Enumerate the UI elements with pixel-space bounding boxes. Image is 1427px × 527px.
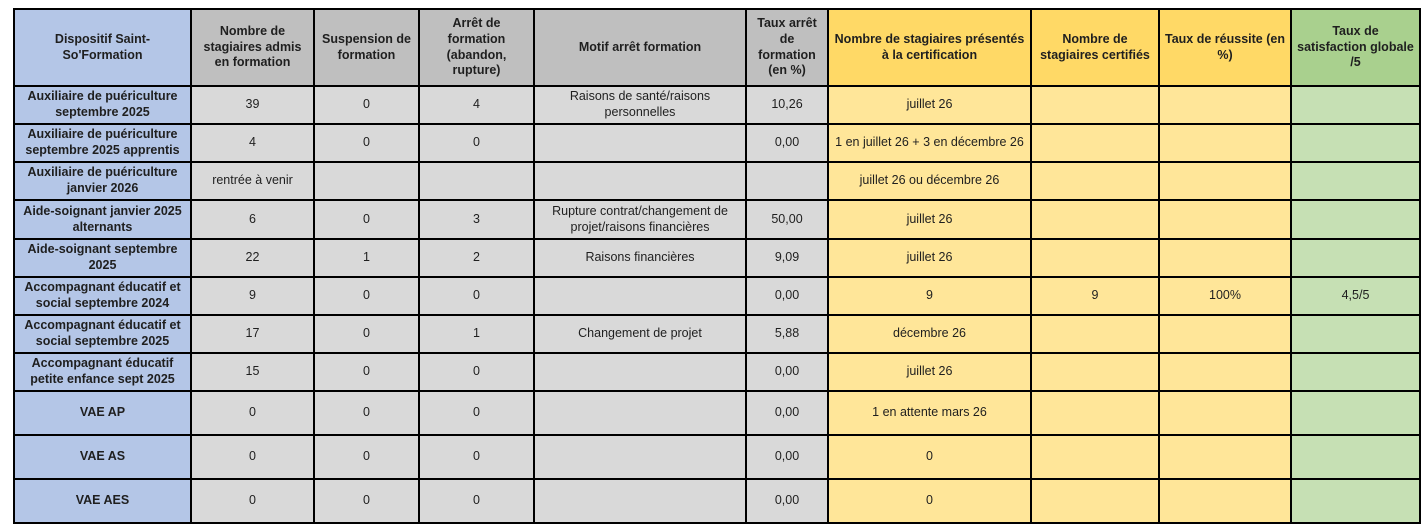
table-cell: décembre 26	[828, 315, 1031, 353]
row-label-cell: Auxiliaire de puériculture septembre 2025 apprentis	[14, 124, 191, 162]
row-label-cell: Accompagnant éducatif et social septembre 2024	[14, 277, 191, 315]
table-cell: 9,09	[746, 239, 828, 277]
table-cell	[1159, 435, 1291, 479]
table-cell: 9	[828, 277, 1031, 315]
row-label-cell: VAE AP	[14, 391, 191, 435]
formation-table-container	[13, 8, 1421, 524]
table-cell: 50,00	[746, 200, 828, 239]
table-cell: 0	[191, 435, 314, 479]
column-header: Motif arrêt formation	[534, 9, 746, 86]
table-cell: 0,00	[746, 277, 828, 315]
table-cell: 9	[1031, 277, 1159, 315]
table-cell: 0	[828, 479, 1031, 523]
column-header: Taux arrêt de formation (en %)	[746, 9, 828, 86]
table-cell: 0,00	[746, 479, 828, 523]
column-header: Dispositif Saint-So'Formation	[14, 9, 191, 86]
table-cell: Changement de projet	[534, 315, 746, 353]
table-row	[14, 391, 1420, 435]
table-cell	[1291, 479, 1420, 523]
table-cell: 5,88	[746, 315, 828, 353]
column-header: Nombre de stagiaires présentés à la certification	[828, 9, 1031, 86]
table-body	[14, 86, 1420, 523]
table-cell: 0,00	[746, 353, 828, 391]
table-cell	[1159, 86, 1291, 124]
table-cell: 100%	[1159, 277, 1291, 315]
table-cell	[1291, 162, 1420, 200]
header-row	[14, 9, 1420, 86]
table-row	[14, 162, 1420, 200]
table-cell: 0	[314, 435, 419, 479]
table-row	[14, 479, 1420, 523]
table-row	[14, 239, 1420, 277]
table-cell: 0	[191, 391, 314, 435]
table-cell	[1159, 162, 1291, 200]
table-cell	[534, 124, 746, 162]
table-row	[14, 124, 1420, 162]
table-cell	[1159, 479, 1291, 523]
row-label-cell: Aide-soignant janvier 2025 alternants	[14, 200, 191, 239]
row-label-cell: Accompagnant éducatif petite enfance sept 2025	[14, 353, 191, 391]
table-cell: 0	[419, 353, 534, 391]
table-cell: 39	[191, 86, 314, 124]
column-header: Nombre de stagiaires admis en formation	[191, 9, 314, 86]
table-cell	[1291, 315, 1420, 353]
row-label-cell: Aide-soignant septembre 2025	[14, 239, 191, 277]
table-cell: 3	[419, 200, 534, 239]
table-cell: 1	[419, 315, 534, 353]
table-cell: 0	[419, 391, 534, 435]
table-cell: 2	[419, 239, 534, 277]
row-label-cell: Auxiliaire de puériculture janvier 2026	[14, 162, 191, 200]
table-cell	[534, 353, 746, 391]
column-header: Nombre de stagiaires certifiés	[1031, 9, 1159, 86]
table-cell: 1 en juillet 26 + 3 en décembre 26	[828, 124, 1031, 162]
table-row	[14, 86, 1420, 124]
table-cell	[1031, 200, 1159, 239]
table-row	[14, 353, 1420, 391]
table-cell	[1031, 86, 1159, 124]
table-cell: 0	[314, 479, 419, 523]
table-cell: 9	[191, 277, 314, 315]
table-cell: 1	[314, 239, 419, 277]
table-cell: Rupture contrat/changement de projet/raisons financières	[534, 200, 746, 239]
table-cell: 0	[419, 277, 534, 315]
table-cell	[1291, 200, 1420, 239]
table-row	[14, 315, 1420, 353]
table-cell	[1031, 124, 1159, 162]
table-cell: 1 en attente mars 26	[828, 391, 1031, 435]
table-cell	[1291, 391, 1420, 435]
table-cell: 0	[191, 479, 314, 523]
table-cell: 0	[419, 479, 534, 523]
table-cell	[1159, 391, 1291, 435]
table-header	[14, 9, 1420, 86]
table-cell	[1031, 479, 1159, 523]
table-cell: 10,26	[746, 86, 828, 124]
table-cell: juillet 26	[828, 200, 1031, 239]
table-cell: 6	[191, 200, 314, 239]
table-cell: 0	[419, 124, 534, 162]
table-cell: 4,5/5	[1291, 277, 1420, 315]
table-cell	[419, 162, 534, 200]
table-cell	[1159, 124, 1291, 162]
row-label-cell: Auxiliaire de puériculture septembre 2025	[14, 86, 191, 124]
table-cell: Raisons financières	[534, 239, 746, 277]
table-cell: 22	[191, 239, 314, 277]
table-cell	[1291, 435, 1420, 479]
table-cell: 0	[314, 124, 419, 162]
table-cell: 0	[314, 200, 419, 239]
table-cell	[1291, 86, 1420, 124]
column-header: Suspension de formation	[314, 9, 419, 86]
column-header: Taux de satisfaction globale /5	[1291, 9, 1420, 86]
table-cell	[1031, 435, 1159, 479]
table-cell	[1159, 353, 1291, 391]
table-row	[14, 435, 1420, 479]
table-cell	[1031, 315, 1159, 353]
table-cell	[1031, 353, 1159, 391]
table-cell: juillet 26 ou décembre 26	[828, 162, 1031, 200]
table-cell: 4	[419, 86, 534, 124]
table-row	[14, 277, 1420, 315]
table-cell	[1031, 391, 1159, 435]
table-cell: 0	[314, 353, 419, 391]
table-cell: Raisons de santé/raisons personnelles	[534, 86, 746, 124]
table-cell: juillet 26	[828, 86, 1031, 124]
table-cell: 0	[314, 277, 419, 315]
table-cell: 0	[314, 86, 419, 124]
table-row	[14, 200, 1420, 239]
table-cell: 0,00	[746, 391, 828, 435]
table-cell	[1159, 239, 1291, 277]
table-cell: 0	[314, 315, 419, 353]
column-header: Taux de réussite (en %)	[1159, 9, 1291, 86]
row-label-cell: Accompagnant éducatif et social septembre 2025	[14, 315, 191, 353]
table-cell	[1031, 239, 1159, 277]
table-cell	[534, 479, 746, 523]
table-cell	[746, 162, 828, 200]
table-cell	[1291, 353, 1420, 391]
table-cell	[1291, 239, 1420, 277]
table-cell: juillet 26	[828, 239, 1031, 277]
row-label-cell: VAE AS	[14, 435, 191, 479]
row-label-cell: VAE AES	[14, 479, 191, 523]
table-cell: 0,00	[746, 124, 828, 162]
table-cell: 4	[191, 124, 314, 162]
table-cell: 0	[314, 391, 419, 435]
table-cell	[1159, 315, 1291, 353]
table-cell: juillet 26	[828, 353, 1031, 391]
table-cell: rentrée à venir	[191, 162, 314, 200]
table-cell: 0,00	[746, 435, 828, 479]
table-cell	[1159, 200, 1291, 239]
table-cell	[314, 162, 419, 200]
table-cell: 15	[191, 353, 314, 391]
formation-table	[13, 8, 1421, 524]
table-cell: 17	[191, 315, 314, 353]
column-header: Arrêt de formation (abandon, rupture)	[419, 9, 534, 86]
table-cell: 0	[828, 435, 1031, 479]
table-cell: 0	[419, 435, 534, 479]
table-cell	[534, 277, 746, 315]
table-cell	[534, 391, 746, 435]
table-cell	[534, 162, 746, 200]
table-cell	[1291, 124, 1420, 162]
table-cell	[1031, 162, 1159, 200]
table-cell	[534, 435, 746, 479]
